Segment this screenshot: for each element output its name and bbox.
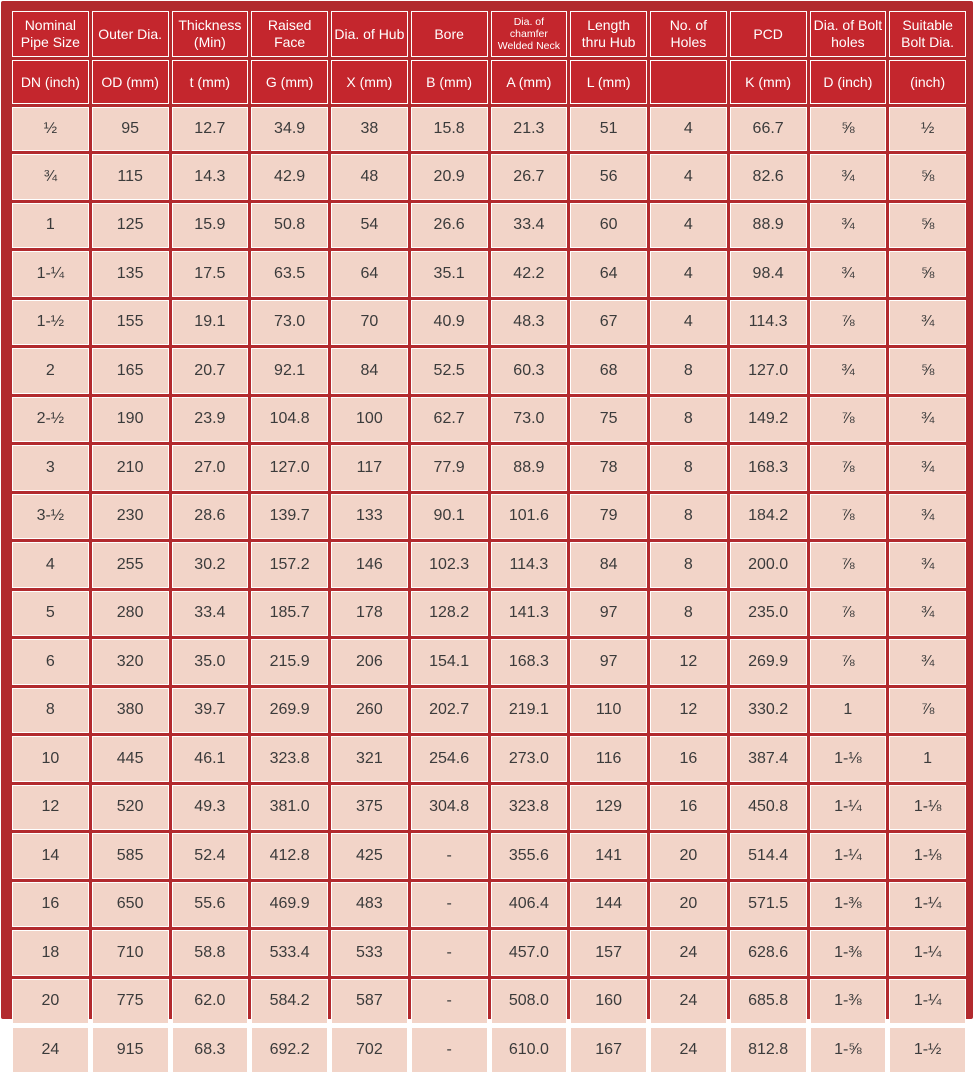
table-cell: 24 [12,1027,89,1073]
table-cell: 55.6 [172,882,249,928]
table-cell: ¾ [12,154,89,200]
table-cell: 68.3 [172,1027,249,1073]
table-cell: 157.2 [251,542,328,588]
table-cell: 450.8 [730,785,807,831]
table-cell: 66.7 [730,107,807,151]
table-cell: 49.3 [172,785,249,831]
table-cell: 1-⅜ [810,979,887,1025]
table-cell: ⅞ [810,639,887,685]
table-cell: 323.8 [491,785,568,831]
table-cell: 1-⅜ [810,930,887,976]
table-cell: ⅞ [889,688,966,734]
table-row [12,251,966,297]
table-cell: 269.9 [251,688,328,734]
header-unit: OD (mm) [92,60,169,104]
table-cell: 23.9 [172,397,249,443]
header-title: PCD [730,11,807,57]
table-cell: ⅞ [810,397,887,443]
table-cell: 692.2 [251,1027,328,1073]
table-cell: 16 [12,882,89,928]
table-cell: 1-¼ [810,833,887,879]
table-cell: ⅞ [810,591,887,637]
table-cell: 202.7 [411,688,488,734]
table-cell: 445 [92,736,169,782]
table-row [12,688,966,734]
table-cell: 6 [12,639,89,685]
table-cell: 82.6 [730,154,807,200]
table-cell: 127.0 [251,445,328,491]
table-cell: 129 [570,785,647,831]
header-unit: B (mm) [411,60,488,104]
table-cell: 12 [650,688,727,734]
table-row [12,445,966,491]
table-cell: 185.7 [251,591,328,637]
table-cell: 200.0 [730,542,807,588]
table-cell: 1 [810,688,887,734]
table-cell: 77.9 [411,445,488,491]
table-cell: 92.1 [251,348,328,394]
table-body [12,107,966,1073]
table-cell: ⅝ [889,203,966,249]
table-cell: 4 [650,251,727,297]
table-cell: - [411,1027,488,1073]
table-row [12,833,966,879]
header-title: No. of Holes [650,11,727,57]
table-cell: 100 [331,397,408,443]
table-cell: ½ [12,107,89,151]
header-title: Suitable Bolt Dia. [889,11,966,57]
table-cell: 483 [331,882,408,928]
table-cell: 1-⅛ [889,785,966,831]
table-row [12,736,966,782]
header-title: Outer Dia. [92,11,169,57]
table-cell: 157 [570,930,647,976]
table-cell: ⅞ [810,494,887,540]
table-cell: 2 [12,348,89,394]
table-cell: 97 [570,639,647,685]
table-cell: 533 [331,930,408,976]
table-cell: 110 [570,688,647,734]
header-unit: DN (inch) [12,60,89,104]
table-cell: 190 [92,397,169,443]
table-cell: 104.8 [251,397,328,443]
table-cell: 52.4 [172,833,249,879]
table-cell: 26.7 [491,154,568,200]
table-cell: 84 [331,348,408,394]
table-row [12,979,966,1025]
table-cell: ¾ [810,251,887,297]
table-cell: 168.3 [491,639,568,685]
table-cell: 48 [331,154,408,200]
table-cell: 160 [570,979,647,1025]
table-cell: 304.8 [411,785,488,831]
table-cell: 20 [650,882,727,928]
table-cell: 88.9 [730,203,807,249]
table-cell: 775 [92,979,169,1025]
table-cell: 64 [570,251,647,297]
table-cell: 20.9 [411,154,488,200]
table-row [12,494,966,540]
header-unit: K (mm) [730,60,807,104]
table-cell: 28.6 [172,494,249,540]
table-cell: 1-⅛ [889,833,966,879]
table-row [12,154,966,200]
table-cell: ¾ [889,639,966,685]
table-cell: 650 [92,882,169,928]
table-cell: 273.0 [491,736,568,782]
table-cell: 73.0 [491,397,568,443]
header-title: Raised Face [251,11,328,57]
table-cell: 48.3 [491,300,568,346]
table-cell: 375 [331,785,408,831]
table-cell: 15.8 [411,107,488,151]
table-cell: ¾ [810,203,887,249]
table-cell: 39.7 [172,688,249,734]
table-cell: 15.9 [172,203,249,249]
table-cell: 514.4 [730,833,807,879]
table-cell: ¾ [889,445,966,491]
table-cell: 812.8 [730,1027,807,1073]
table-cell: 52.5 [411,348,488,394]
table-cell: 3 [12,445,89,491]
table-cell: 2-½ [12,397,89,443]
table-cell: 584.2 [251,979,328,1025]
table-cell: 60.3 [491,348,568,394]
table-cell: - [411,979,488,1025]
table-cell: 381.0 [251,785,328,831]
table-cell: 34.9 [251,107,328,151]
table-cell: 8 [650,445,727,491]
table-cell: 12 [650,639,727,685]
table-row [12,882,966,928]
header-row-units [12,60,966,104]
table-cell: - [411,882,488,928]
table-cell: 62.7 [411,397,488,443]
table-cell: 27.0 [172,445,249,491]
table-cell: 54 [331,203,408,249]
table-row [12,785,966,831]
header-title: Nominal Pipe Size [12,11,89,57]
table-cell: 35.0 [172,639,249,685]
table-cell: 10 [12,736,89,782]
table-cell: 42.2 [491,251,568,297]
table-cell: 51 [570,107,647,151]
header-row-titles [12,11,966,57]
table-cell: 4 [650,300,727,346]
table-cell: 33.4 [491,203,568,249]
header-title: Bore [411,11,488,57]
table-cell: 97 [570,591,647,637]
table-row [12,300,966,346]
table-cell: 102.3 [411,542,488,588]
table-cell: 321 [331,736,408,782]
table-cell: 168.3 [730,445,807,491]
table-cell: 70 [331,300,408,346]
table-cell: 68 [570,348,647,394]
table-cell: ¾ [889,542,966,588]
table-cell: - [411,930,488,976]
table-cell: 8 [12,688,89,734]
flange-dimensions-table [9,8,969,1076]
table-cell: 4 [650,107,727,151]
table-cell: 135 [92,251,169,297]
table-cell: 4 [12,542,89,588]
table-cell: 139.7 [251,494,328,540]
table-cell: 60 [570,203,647,249]
table-cell: 40.9 [411,300,488,346]
table-cell: 1 [12,203,89,249]
header-title: Dia. of chamfer Welded Neck [491,11,568,57]
table-cell: 149.2 [730,397,807,443]
header-unit [650,60,727,104]
header-unit: D (inch) [810,60,887,104]
table-cell: 35.1 [411,251,488,297]
table-cell: 1-⅜ [810,882,887,928]
table-cell: 1-¼ [889,882,966,928]
table-cell: 165 [92,348,169,394]
table-cell: 114.3 [730,300,807,346]
table-cell: 67 [570,300,647,346]
table-frame [1,1,973,1058]
table-cell: 115 [92,154,169,200]
table-cell: ¾ [889,300,966,346]
table-cell: 125 [92,203,169,249]
table-cell: 210 [92,445,169,491]
table-cell: 21.3 [491,107,568,151]
table-cell: 141.3 [491,591,568,637]
table-cell: 3-½ [12,494,89,540]
table-cell: 254.6 [411,736,488,782]
table-cell: 12.7 [172,107,249,151]
table-cell: ⅝ [810,107,887,151]
table-cell: 14.3 [172,154,249,200]
table-cell: 255 [92,542,169,588]
table-cell: 117 [331,445,408,491]
table-cell: 323.8 [251,736,328,782]
table-cell: 24 [650,1027,727,1073]
table-row [12,542,966,588]
table-cell: 146 [331,542,408,588]
table-cell: 355.6 [491,833,568,879]
table-cell: ⅞ [810,300,887,346]
table-cell: ½ [889,107,966,151]
table-cell: 330.2 [730,688,807,734]
table-cell: 90.1 [411,494,488,540]
header-unit: G (mm) [251,60,328,104]
table-cell: 533.4 [251,930,328,976]
table-cell: 1-¼ [889,979,966,1025]
table-cell: 1-⅝ [810,1027,887,1073]
table-cell: 167 [570,1027,647,1073]
table-cell: 8 [650,397,727,443]
table-cell: 16 [650,736,727,782]
header-unit: A (mm) [491,60,568,104]
table-cell: 88.9 [491,445,568,491]
table-cell: 98.4 [730,251,807,297]
table-cell: 269.9 [730,639,807,685]
table-cell: 702 [331,1027,408,1073]
table-cell: 18 [12,930,89,976]
table-cell: - [411,833,488,879]
table-cell: 628.6 [730,930,807,976]
header-unit: t (mm) [172,60,249,104]
table-cell: 260 [331,688,408,734]
table-cell: 230 [92,494,169,540]
table-cell: 127.0 [730,348,807,394]
table-cell: ¾ [889,397,966,443]
table-cell: 610.0 [491,1027,568,1073]
table-row [12,107,966,151]
table-cell: ⅝ [889,154,966,200]
table-cell: ¾ [889,591,966,637]
table-cell: 235.0 [730,591,807,637]
table-cell: 587 [331,979,408,1025]
table-cell: 79 [570,494,647,540]
table-cell: 280 [92,591,169,637]
table-cell: ⅞ [810,542,887,588]
table-cell: 1-½ [889,1027,966,1073]
table-row [12,203,966,249]
table-cell: ¾ [810,348,887,394]
table-cell: ⅞ [810,445,887,491]
table-cell: 38 [331,107,408,151]
table-cell: 56 [570,154,647,200]
table-cell: 1-¼ [889,930,966,976]
table-cell: 33.4 [172,591,249,637]
table-cell: 1-¼ [810,785,887,831]
table-row [12,930,966,976]
table-cell: 178 [331,591,408,637]
table-cell: 46.1 [172,736,249,782]
header-title: Dia. of Bolt holes [810,11,887,57]
table-cell: ¾ [889,494,966,540]
table-cell: 20 [12,979,89,1025]
header-unit: L (mm) [570,60,647,104]
table-cell: 50.8 [251,203,328,249]
table-cell: 64 [331,251,408,297]
table-cell: 141 [570,833,647,879]
table-row [12,591,966,637]
table-cell: 42.9 [251,154,328,200]
table-cell: 114.3 [491,542,568,588]
table-cell: ⅝ [889,251,966,297]
table-cell: 133 [331,494,408,540]
header-title: Length thru Hub [570,11,647,57]
table-row [12,397,966,443]
table-cell: 8 [650,591,727,637]
table-cell: 58.8 [172,930,249,976]
header-unit: (inch) [889,60,966,104]
table-cell: 5 [12,591,89,637]
table-cell: 154.1 [411,639,488,685]
table-cell: 206 [331,639,408,685]
table-cell: 508.0 [491,979,568,1025]
table-cell: 1 [889,736,966,782]
table-cell: 710 [92,930,169,976]
table-row [12,348,966,394]
table-cell: 412.8 [251,833,328,879]
table-cell: 12 [12,785,89,831]
header-unit: X (mm) [331,60,408,104]
table-cell: 26.6 [411,203,488,249]
table-cell: 24 [650,930,727,976]
table-cell: 19.1 [172,300,249,346]
table-cell: 219.1 [491,688,568,734]
header-title: Dia. of Hub [331,11,408,57]
table-cell: 101.6 [491,494,568,540]
table-cell: 95 [92,107,169,151]
table-cell: 469.9 [251,882,328,928]
table-cell: 24 [650,979,727,1025]
table-cell: 63.5 [251,251,328,297]
table-cell: 155 [92,300,169,346]
table-cell: 16 [650,785,727,831]
table-cell: 20.7 [172,348,249,394]
table-cell: 4 [650,203,727,249]
table-cell: 520 [92,785,169,831]
table-cell: 84 [570,542,647,588]
table-cell: 4 [650,154,727,200]
table-cell: ¾ [810,154,887,200]
table-cell: 30.2 [172,542,249,588]
table-cell: 20 [650,833,727,879]
table-cell: 78 [570,445,647,491]
table-cell: 380 [92,688,169,734]
table-cell: 1-½ [12,300,89,346]
table-cell: 1-¼ [12,251,89,297]
table-cell: 17.5 [172,251,249,297]
table-cell: ⅝ [889,348,966,394]
table-cell: 8 [650,348,727,394]
table-cell: 457.0 [491,930,568,976]
table-cell: 585 [92,833,169,879]
table-cell: 1-⅛ [810,736,887,782]
table-cell: 128.2 [411,591,488,637]
table-cell: 571.5 [730,882,807,928]
table-cell: 8 [650,542,727,588]
table-row [12,639,966,685]
table-cell: 685.8 [730,979,807,1025]
table-cell: 144 [570,882,647,928]
table-cell: 406.4 [491,882,568,928]
table-cell: 14 [12,833,89,879]
table-cell: 8 [650,494,727,540]
table-cell: 320 [92,639,169,685]
header-title: Thickness (Min) [172,11,249,57]
table-row [12,1027,966,1073]
table-cell: 73.0 [251,300,328,346]
table-cell: 915 [92,1027,169,1073]
table-cell: 184.2 [730,494,807,540]
table-cell: 62.0 [172,979,249,1025]
table-cell: 116 [570,736,647,782]
table-cell: 387.4 [730,736,807,782]
table-cell: 75 [570,397,647,443]
table-cell: 215.9 [251,639,328,685]
table-cell: 425 [331,833,408,879]
